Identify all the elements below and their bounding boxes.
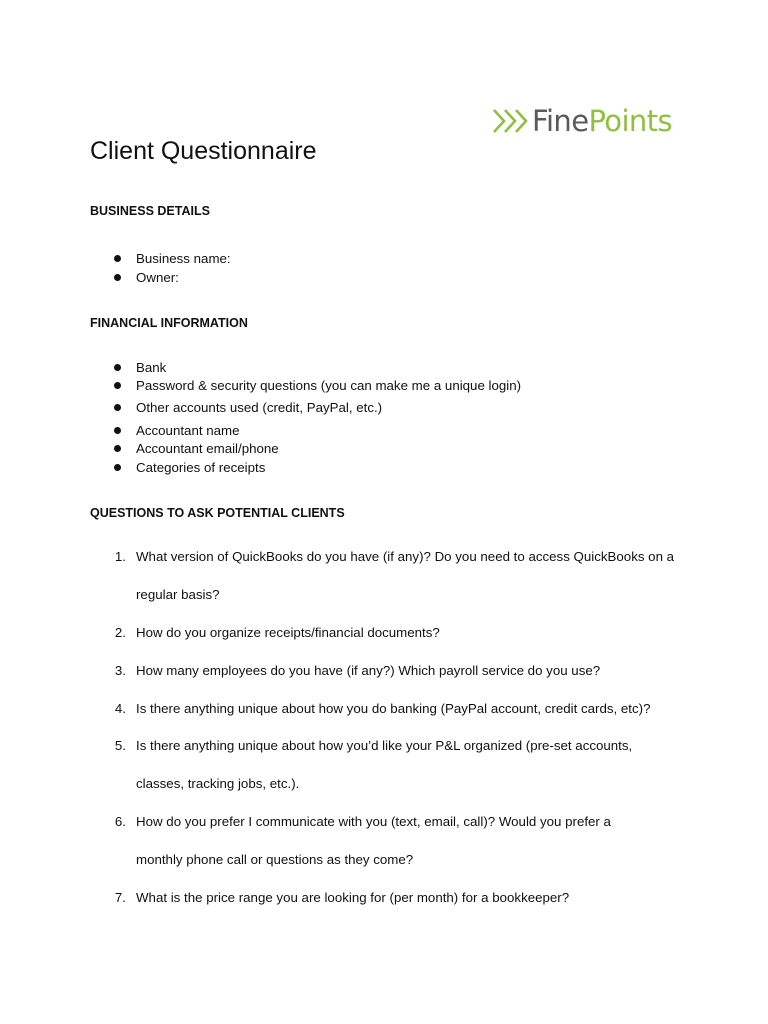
item-number: 7. (114, 890, 126, 905)
bullet-icon (114, 445, 121, 452)
page-title: Client Questionnaire (90, 137, 317, 165)
item-number: 2. (114, 625, 126, 640)
bullet-icon (114, 274, 121, 281)
bullet-icon (114, 364, 121, 371)
bullet-icon (114, 404, 121, 411)
logo-points: Points (588, 104, 672, 138)
list-item-text: Accountant name (136, 423, 240, 438)
item-text: How many employees do you have (if any?) Which payroll service do you use? (136, 663, 601, 678)
item-number: 3. (114, 663, 126, 678)
item-text: Is there anything unique about how you do banking (PayPal account, credit cards, etc)? (136, 701, 651, 716)
list-item-text: Owner: (136, 270, 179, 285)
bullet-icon (114, 382, 121, 389)
bullet-icon (114, 464, 121, 471)
bullet-icon (114, 427, 121, 434)
item-text: monthly phone call or questions as they come? (136, 852, 414, 867)
chevrons-icon (492, 108, 532, 134)
item-number: 1. (114, 549, 126, 564)
item-number: 4. (114, 701, 126, 716)
item-text: What is the price range you are looking for (per month) for a bookkeeper? (136, 890, 570, 905)
item-number: 6. (114, 814, 126, 829)
bullet-icon (114, 255, 121, 262)
item-text: Is there anything unique about how you’d like your P&L organized (pre-set accounts, (136, 738, 633, 753)
list-item-text: Categories of receipts (136, 460, 266, 475)
list-item-text: Password & security questions (you can make me a unique login) (136, 378, 522, 393)
list-item-text: Business name: (136, 251, 231, 266)
item-number: 5. (114, 738, 126, 753)
questions-heading: QUESTIONS TO ASK POTENTIAL CLIENTS (90, 506, 345, 520)
logo-fine: Fine (532, 104, 589, 138)
item-text: What version of QuickBooks do you have (if any)? Do you need to access QuickBooks on a (136, 549, 675, 564)
list-item-text: Accountant email/phone (136, 441, 279, 456)
finepoints-logo (492, 100, 672, 142)
financial-information-heading: FINANCIAL INFORMATION (90, 316, 248, 330)
business-details-heading: BUSINESS DETAILS (90, 204, 210, 218)
item-text: How do you organize receipts/financial documents? (136, 625, 440, 640)
list-item-text: Bank (136, 360, 167, 375)
list-item-text: Other accounts used (credit, PayPal, etc.) (136, 400, 383, 415)
item-text: How do you prefer I communicate with you (text, email, call)? Would you prefer a (136, 814, 611, 829)
logo-wordmark (532, 100, 672, 142)
item-text: regular basis? (136, 587, 220, 602)
item-text: classes, tracking jobs, etc.). (136, 776, 300, 791)
